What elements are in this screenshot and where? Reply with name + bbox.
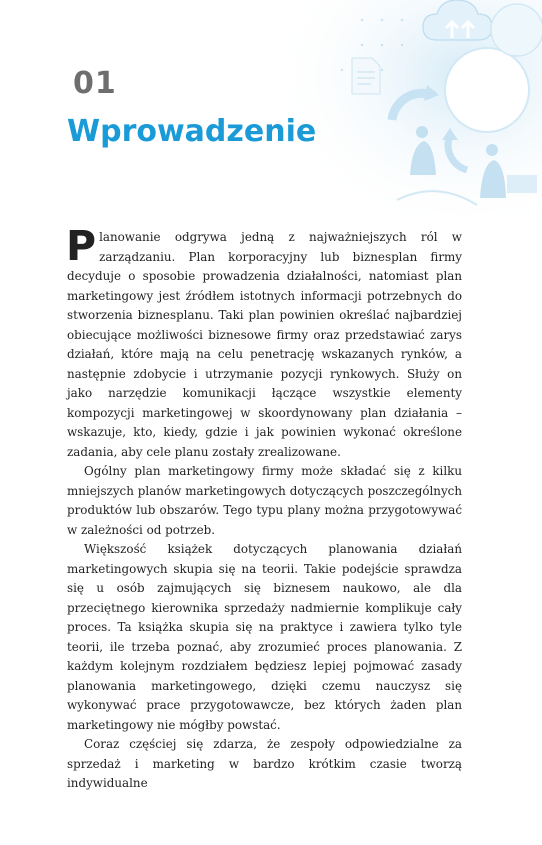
document-icon (352, 58, 380, 94)
paragraph: Większość książek dotyczących planowania działań marketingowych skupia się na teorii. Takie podejście sprawdza się u osób zajmujących się biznesem naukowo, ale dla przeciętnego kierownika sprzedaży nadmiernie komplikuje cały proces. Ta książka skupia się na praktyce i zawiera tylko tyle teorii, ile trzeba poznać, aby zrozumieć proces planowania. Z każdym kolejnym rozdziałem będziesz lepiej pojmować zasady planowania marketingowego, dzięki czemu nauczysz się wykonywać prace przygotowawcze, bez których żaden plan marketingowy nie mógłby powstać. (67, 542, 462, 732)
paragraph: Ogólny plan marketingowy firmy może składać się z kilku mniejszych planów marketingowych dotyczących poszczególnych produktów lub obszarów. Tego typu plany można przygotowywać w zależności od potrzeb. (67, 464, 462, 537)
drop-cap: P (66, 222, 97, 270)
decoration-illustration (282, 0, 542, 215)
paragraph (66, 222, 462, 462)
chapter-title: Wprowadzenie (67, 114, 317, 149)
paragraph: Coraz częściej się zdarza, że zespoły odpowiedzialne za sprzedaż i marketing w bardzo krótkim czasie tworzą indywidualne (67, 737, 462, 790)
paragraph-text: lanowanie odgrywa jedną z najważniejszych ról w zarządzaniu. Plan korporacyjny lub biznesplan firmy decyduje o sposobie prowadzenia działalności, natomiast plan marketingowy jest źródłem istotnych informacji potrzebnych do stworzenia biznesplanu. Taki plan powinien określać najbardziej obiecujące możliwości biznesowe firmy oraz przedstawiać zarys działań, które mają na celu penetrację wskazanych rynków, a następnie zdobycie i utrzymanie pozycji rynkowych. Służy on jako narzędzie komunikacji łączące wszystkie elementy kompozycji marketingowej w skoordynowany plan działania – wskazuje, kto, kiedy, gdzie i jak powinien wykonać określone zadania, aby cele planu zostały zrealizowane. (67, 230, 462, 459)
decorative-circle (445, 48, 529, 132)
chapter-number: 01 (73, 66, 117, 101)
header-decoration (282, 0, 542, 215)
chapter-body (66, 222, 462, 794)
